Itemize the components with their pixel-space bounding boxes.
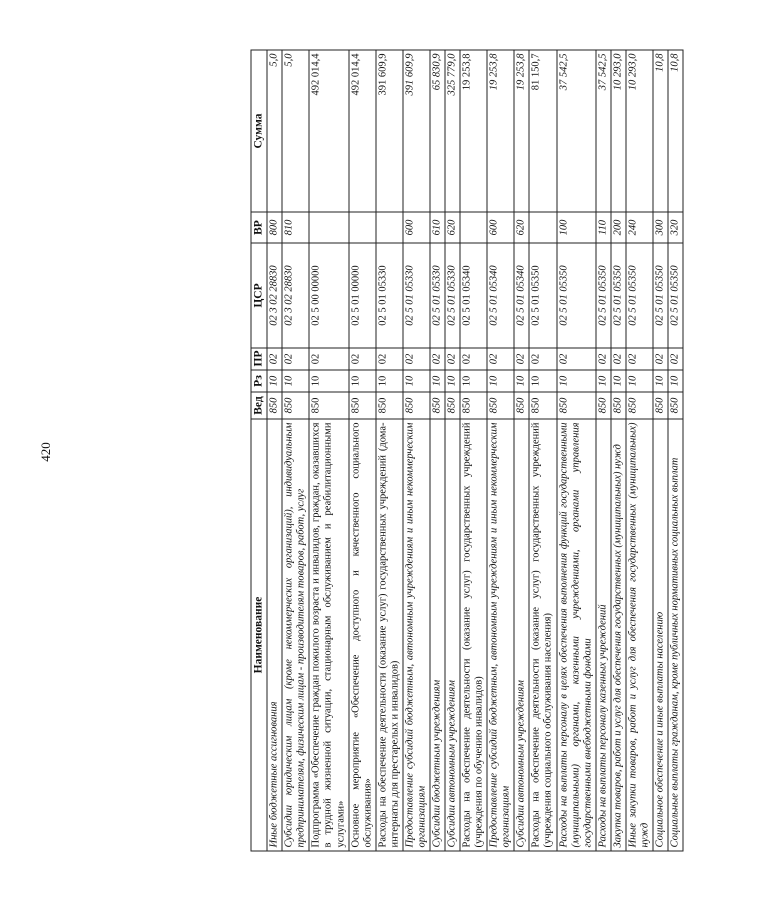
cell-csr: 02 5 01 05330 bbox=[430, 243, 445, 348]
cell-name: Субсидии бюджетным учреждениям bbox=[430, 419, 445, 851]
cell-rz: 10 bbox=[514, 370, 529, 392]
cell-pr: 02 bbox=[611, 348, 626, 370]
table-row bbox=[267, 50, 282, 851]
cell-ved: 850 bbox=[626, 392, 653, 419]
cell-csr: 02 5 01 05330 bbox=[445, 243, 460, 348]
cell-ved: 850 bbox=[376, 392, 403, 419]
cell-rz: 10 bbox=[668, 370, 683, 392]
cell-rz: 10 bbox=[460, 370, 487, 392]
cell-pr: 02 bbox=[668, 348, 683, 370]
cell-ved: 850 bbox=[460, 392, 487, 419]
cell-sum: 5,0 bbox=[282, 50, 309, 212]
cell-csr: 02 5 01 05340 bbox=[514, 243, 529, 348]
cell-pr: 02 bbox=[309, 348, 348, 370]
cell-ved: 850 bbox=[529, 392, 556, 419]
cell-ved: 850 bbox=[267, 392, 282, 419]
cell-pr: 02 bbox=[529, 348, 556, 370]
cell-csr: 02 5 01 05350 bbox=[596, 243, 611, 348]
cell-sum: 492 014,4 bbox=[349, 50, 376, 212]
cell-name: Социальные выплаты гражданам, кроме публичных нормативных социальных выплат bbox=[668, 419, 683, 851]
cell-ved: 850 bbox=[487, 392, 514, 419]
cell-pr: 02 bbox=[267, 348, 282, 370]
cell-ved: 850 bbox=[445, 392, 460, 419]
cell-sum: 10,8 bbox=[653, 50, 668, 212]
table-row bbox=[557, 50, 596, 851]
table-row bbox=[611, 50, 626, 851]
header-csr: ЦСР bbox=[251, 243, 267, 348]
table-row bbox=[653, 50, 668, 851]
cell-csr: 02 5 01 05350 bbox=[626, 243, 653, 348]
cell-pr: 02 bbox=[653, 348, 668, 370]
cell-pr: 02 bbox=[403, 348, 430, 370]
cell-rz: 10 bbox=[282, 370, 309, 392]
cell-name: Подпрограмма «Обеспечение граждан пожилого возраста и инвалидов, граждан, оказавшихся в трудной жизненной ситуации, стационарным обслуживанием и реабилитационными услугами» bbox=[309, 419, 348, 851]
cell-ved: 850 bbox=[611, 392, 626, 419]
cell-ved: 850 bbox=[282, 392, 309, 419]
cell-sum: 492 014,4 bbox=[309, 50, 348, 212]
table-row bbox=[445, 50, 460, 851]
cell-name: Расходы на обеспечение деятельности (оказание услуг) государственных учреждений (дома-интернаты для престарелых и инвалидов) bbox=[376, 419, 403, 851]
table-row bbox=[282, 50, 309, 851]
table-row bbox=[403, 50, 430, 851]
table-body bbox=[267, 50, 683, 851]
cell-rz: 10 bbox=[596, 370, 611, 392]
cell-pr: 02 bbox=[487, 348, 514, 370]
cell-vr: 600 bbox=[403, 212, 430, 243]
cell-name: Расходы на выплаты персоналу в целях обеспечения выполнения функций государственными (муниципальными) органами, казенными учреждениями, органами управления государственными внебюджетными фондами bbox=[557, 419, 596, 851]
cell-vr: 320 bbox=[668, 212, 683, 243]
cell-rz: 10 bbox=[267, 370, 282, 392]
cell-rz: 10 bbox=[376, 370, 403, 392]
cell-name: Расходы на обеспечение деятельности (оказание услуг) государственных учреждений (учреждения социального обслуживания населения) bbox=[529, 419, 556, 851]
cell-name: Расходы на выплаты персоналу казенных учреждений bbox=[596, 419, 611, 851]
cell-pr: 02 bbox=[282, 348, 309, 370]
cell-csr: 02 3 02 28830 bbox=[267, 243, 282, 348]
table-row bbox=[487, 50, 514, 851]
cell-rz: 10 bbox=[309, 370, 348, 392]
cell-name: Социальное обеспечение и иные выплаты населению bbox=[653, 419, 668, 851]
cell-sum: 10 293,0 bbox=[611, 50, 626, 212]
cell-csr: 02 5 01 00000 bbox=[349, 243, 376, 348]
cell-rz: 10 bbox=[611, 370, 626, 392]
cell-vr bbox=[460, 212, 487, 243]
cell-vr: 100 bbox=[557, 212, 596, 243]
table-row bbox=[668, 50, 683, 851]
cell-sum: 10,8 bbox=[668, 50, 683, 212]
cell-name: Расходы на обеспечение деятельности (оказание услуг) государственных учреждений (учреждения по обучению инвалидов) bbox=[460, 419, 487, 851]
header-rz: Рз bbox=[251, 370, 267, 392]
cell-ved: 850 bbox=[349, 392, 376, 419]
header-sum: Сумма bbox=[251, 50, 267, 212]
budget-table-container bbox=[251, 51, 771, 852]
cell-name: Основное мероприятие «Обеспечение доступного и качественного социального обслуживания» bbox=[349, 419, 376, 851]
cell-ved: 850 bbox=[668, 392, 683, 419]
cell-csr: 02 5 01 05340 bbox=[460, 243, 487, 348]
cell-csr: 02 5 00 00000 bbox=[309, 243, 348, 348]
header-pr: ПР bbox=[251, 348, 267, 370]
cell-csr: 02 5 01 05330 bbox=[376, 243, 403, 348]
cell-vr bbox=[349, 212, 376, 243]
cell-pr: 02 bbox=[460, 348, 487, 370]
cell-sum: 81 150,7 bbox=[529, 50, 556, 212]
cell-vr: 300 bbox=[653, 212, 668, 243]
page-number-text: 420 bbox=[38, 442, 53, 462]
cell-ved: 850 bbox=[309, 392, 348, 419]
cell-pr: 02 bbox=[514, 348, 529, 370]
table-row bbox=[430, 50, 445, 851]
cell-name: Предоставление субсидий бюджетным, автономным учреждениям и иным некоммерческим организациям bbox=[403, 419, 430, 851]
cell-pr: 02 bbox=[430, 348, 445, 370]
header-vr: ВР bbox=[251, 212, 267, 243]
cell-pr: 02 bbox=[596, 348, 611, 370]
cell-sum: 65 830,9 bbox=[430, 50, 445, 212]
cell-name: Субсидии автономным учреждениям bbox=[514, 419, 529, 851]
cell-rz: 10 bbox=[349, 370, 376, 392]
cell-sum: 391 609,9 bbox=[403, 50, 430, 212]
cell-vr: 240 bbox=[626, 212, 653, 243]
table-row bbox=[309, 50, 348, 851]
cell-sum: 37 542,5 bbox=[557, 50, 596, 212]
cell-rz: 10 bbox=[653, 370, 668, 392]
cell-ved: 850 bbox=[403, 392, 430, 419]
cell-csr: 02 5 01 05350 bbox=[529, 243, 556, 348]
cell-name: Иные закупки товаров, работ и услуг для обеспечения государственных (муниципальных) нужд bbox=[626, 419, 653, 851]
table-row bbox=[596, 50, 611, 851]
table-header-row bbox=[251, 50, 267, 851]
cell-vr: 620 bbox=[445, 212, 460, 243]
cell-name: Субсидии юридическим лицам (кроме некоммерческих организаций), индивидуальным предпринимателям, физическим лицам - производителям товаров, работ, услуг bbox=[282, 419, 309, 851]
cell-sum: 5,0 bbox=[267, 50, 282, 212]
table-row bbox=[349, 50, 376, 851]
cell-vr: 620 bbox=[514, 212, 529, 243]
cell-sum: 37 542,5 bbox=[596, 50, 611, 212]
header-ved: Вед bbox=[251, 392, 267, 419]
cell-rz: 10 bbox=[487, 370, 514, 392]
cell-csr: 02 5 01 05350 bbox=[557, 243, 596, 348]
cell-pr: 02 bbox=[557, 348, 596, 370]
cell-vr: 110 bbox=[596, 212, 611, 243]
cell-rz: 10 bbox=[403, 370, 430, 392]
cell-csr: 02 5 01 05350 bbox=[668, 243, 683, 348]
cell-ved: 850 bbox=[653, 392, 668, 419]
cell-sum: 10 293,0 bbox=[626, 50, 653, 212]
cell-rz: 10 bbox=[626, 370, 653, 392]
cell-csr: 02 3 02 28830 bbox=[282, 243, 309, 348]
cell-pr: 02 bbox=[376, 348, 403, 370]
cell-ved: 850 bbox=[514, 392, 529, 419]
cell-vr bbox=[309, 212, 348, 243]
cell-vr bbox=[376, 212, 403, 243]
cell-vr: 800 bbox=[267, 212, 282, 243]
table-row bbox=[376, 50, 403, 851]
cell-pr: 02 bbox=[349, 348, 376, 370]
cell-name: Иные бюджетные ассигнования bbox=[267, 419, 282, 851]
table-row bbox=[460, 50, 487, 851]
cell-sum: 19 253,8 bbox=[460, 50, 487, 212]
cell-vr: 600 bbox=[487, 212, 514, 243]
cell-name: Предоставление субсидий бюджетным, автономным учреждениям и иным некоммерческим организациям bbox=[487, 419, 514, 851]
cell-vr: 810 bbox=[282, 212, 309, 243]
cell-rz: 10 bbox=[529, 370, 556, 392]
budget-table bbox=[251, 50, 684, 852]
cell-vr bbox=[529, 212, 556, 243]
cell-csr: 02 5 01 05350 bbox=[611, 243, 626, 348]
cell-pr: 02 bbox=[445, 348, 460, 370]
cell-pr: 02 bbox=[626, 348, 653, 370]
cell-sum: 19 253,8 bbox=[514, 50, 529, 212]
cell-vr: 610 bbox=[430, 212, 445, 243]
cell-sum: 391 609,9 bbox=[376, 50, 403, 212]
cell-ved: 850 bbox=[557, 392, 596, 419]
cell-rz: 10 bbox=[430, 370, 445, 392]
cell-ved: 850 bbox=[596, 392, 611, 419]
cell-ved: 850 bbox=[430, 392, 445, 419]
cell-csr: 02 5 01 05330 bbox=[403, 243, 430, 348]
cell-name: Субсидии автономным учреждениям bbox=[445, 419, 460, 851]
table-row bbox=[514, 50, 529, 851]
cell-vr: 200 bbox=[611, 212, 626, 243]
table-row bbox=[626, 50, 653, 851]
cell-csr: 02 5 01 05340 bbox=[487, 243, 514, 348]
cell-sum: 19 253,8 bbox=[487, 50, 514, 212]
cell-name: Закупка товаров, работ и услуг для обеспечения государственных (муниципальных) нужд bbox=[611, 419, 626, 851]
cell-rz: 10 bbox=[445, 370, 460, 392]
cell-sum: 325 779,0 bbox=[445, 50, 460, 212]
cell-csr: 02 5 01 05350 bbox=[653, 243, 668, 348]
table-row bbox=[529, 50, 556, 851]
cell-rz: 10 bbox=[557, 370, 596, 392]
header-name: Наименование bbox=[251, 419, 267, 851]
